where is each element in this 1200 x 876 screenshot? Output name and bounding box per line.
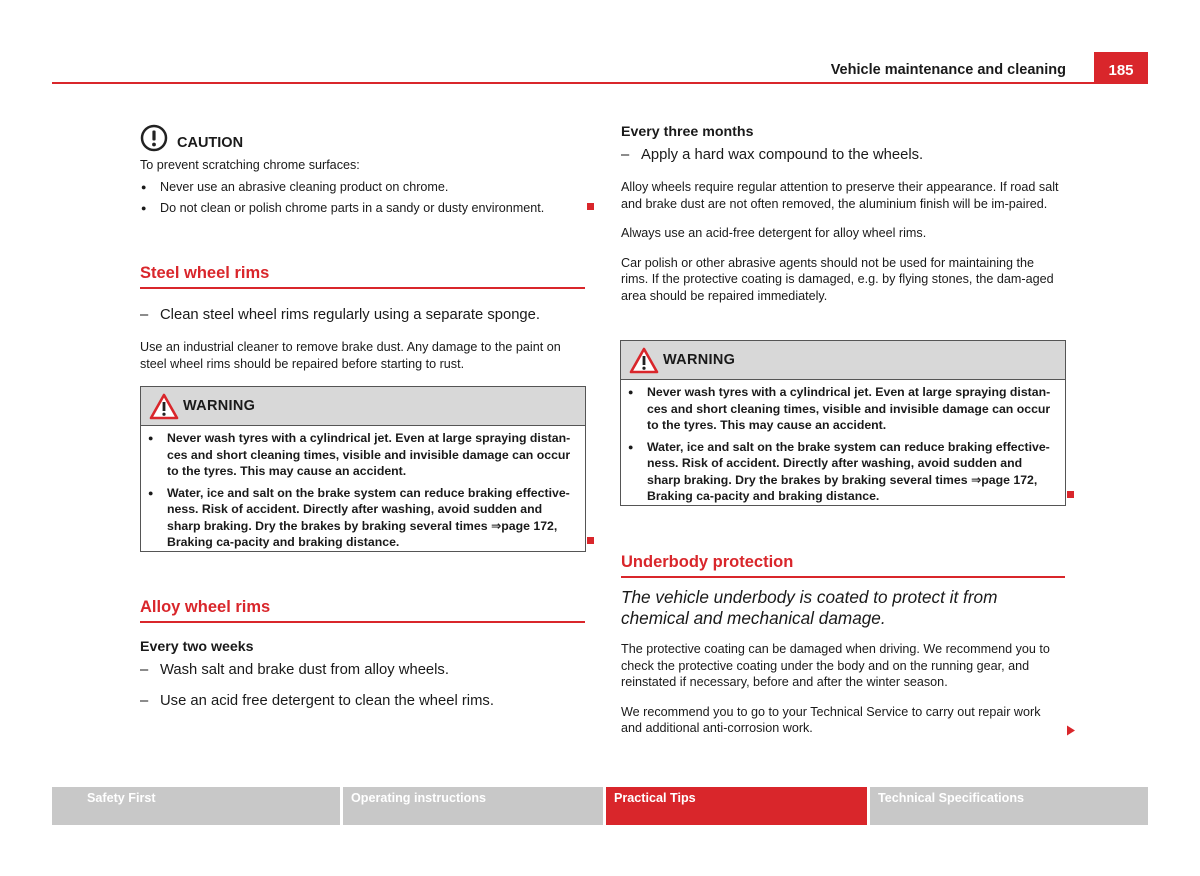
warning-box-right <box>620 340 1066 506</box>
caution-item: ● Do not clean or polish chrome parts in a sandy or dusty environment. <box>140 200 585 217</box>
underbody-section <box>621 553 1065 737</box>
warning-item: ● Water, ice and salt on the brake system can reduce braking effective-ness. Risk of accident. Directly after washing, avoid sudden and sharp braking. Dry the brakes by braking several times ⇒page 172, Braking ca-pacity and braking distance. <box>147 485 579 551</box>
caution-block <box>140 124 585 217</box>
underbody-paragraph: The protective coating can be damaged when driving. We recommend you to check the protective coating under the body and on the running gear, and reinstated if necessary, before and after the winter season. <box>621 642 1050 689</box>
end-of-section-marker <box>1067 491 1074 498</box>
underbody-paragraph: We recommend you to go to your Technical Service to carry out repair work and additional anti-corrosion work. <box>621 704 1041 735</box>
warning-triangle-icon <box>629 347 659 374</box>
warning-label: WARNING <box>183 398 256 414</box>
footer-tab-label: Safety First <box>87 791 156 805</box>
caution-item: ● Never use an abrasive cleaning product on chrome. <box>140 179 585 196</box>
footer-tab-label: Operating instructions <box>351 791 487 805</box>
footer-tab-technical-specifications[interactable] <box>870 787 1148 825</box>
warning-header <box>621 341 1065 380</box>
steel-section <box>140 264 585 372</box>
footer-tab-operating-instructions[interactable] <box>343 787 603 825</box>
instruction-step: – Apply a hard wax compound to the wheels. <box>621 145 1061 165</box>
warning-item: ● Never wash tyres with a cylindrical jet. Even at large spraying distan-ces and short cleaning times, visible and invisible damage can occur to the tyres. This may cause an accident. <box>627 384 1059 434</box>
section-heading-underbody: Underbody protection <box>621 553 1065 578</box>
footer-tab-practical-tips[interactable] <box>606 787 867 825</box>
subheading-three-months: Every three months <box>621 124 754 140</box>
detergent-paragraph: Always use an acid-free detergent for alloy wheel rims. <box>621 226 927 240</box>
footer-tab-label: Practical Tips <box>614 791 696 805</box>
subheading-two-weeks: Every two weeks <box>140 639 254 655</box>
caution-intro: To prevent scratching chrome surfaces: <box>140 158 360 172</box>
steel-paragraph: Use an industrial cleaner to remove brake dust. Any damage to the paint on steel wheel rims should be repaired before starting to rust. <box>140 340 561 371</box>
end-of-section-marker <box>587 537 594 544</box>
warning-header <box>141 387 585 426</box>
warning-item: ● Water, ice and salt on the brake system can reduce braking effective-ness. Risk of accident. Directly after washing, avoid sudden and sharp braking. Dry the brakes by braking several times ⇒page 172, Braking ca-pacity and braking distance. <box>627 439 1059 505</box>
polish-paragraph: Car polish or other abrasive agents should not be used for maintaining the rims. If the protective coating is damaged, e.g. by flying stones, the dam-aged area should be repaired immediately. <box>621 255 1054 303</box>
warning-label: WARNING <box>663 352 736 368</box>
instruction-step: – Wash salt and brake dust from alloy wheels. <box>140 660 585 680</box>
warning-triangle-icon <box>149 393 179 420</box>
caution-icon <box>140 124 168 152</box>
instruction-step: – Clean steel wheel rims regularly using a separate sponge. <box>140 305 585 325</box>
underbody-lead: The vehicle underbody is coated to protect it from chemical and mechanical damage. <box>621 587 998 628</box>
section-heading-steel: Steel wheel rims <box>140 264 585 289</box>
continue-arrow-icon <box>1066 725 1076 736</box>
footer-tab-safety-first[interactable] <box>52 787 340 825</box>
warning-item: ● Never wash tyres with a cylindrical jet. Even at large spraying distan-ces and short cleaning times, visible and invisible damage can occur to the tyres. This may cause an accident. <box>147 430 579 480</box>
running-header-title: Vehicle maintenance and cleaning <box>830 62 1066 78</box>
header-rule <box>52 82 1148 84</box>
warning-box-left <box>140 386 586 552</box>
end-of-section-marker <box>587 203 594 210</box>
footer-tab-label: Technical Specifications <box>878 791 1025 805</box>
alloy-section <box>140 598 585 711</box>
section-heading-alloy: Alloy wheel rims <box>140 598 585 623</box>
page-number: 185 <box>1094 52 1148 84</box>
instruction-step: – Use an acid free detergent to clean the wheel rims. <box>140 691 585 711</box>
alloy-care-paragraph: Alloy wheels require regular attention to preserve their appearance. If road salt and brake dust are not often removed, the aluminium finish will be im-paired. <box>621 180 1059 211</box>
three-months-block <box>621 124 1061 304</box>
caution-label: CAUTION <box>177 135 244 151</box>
